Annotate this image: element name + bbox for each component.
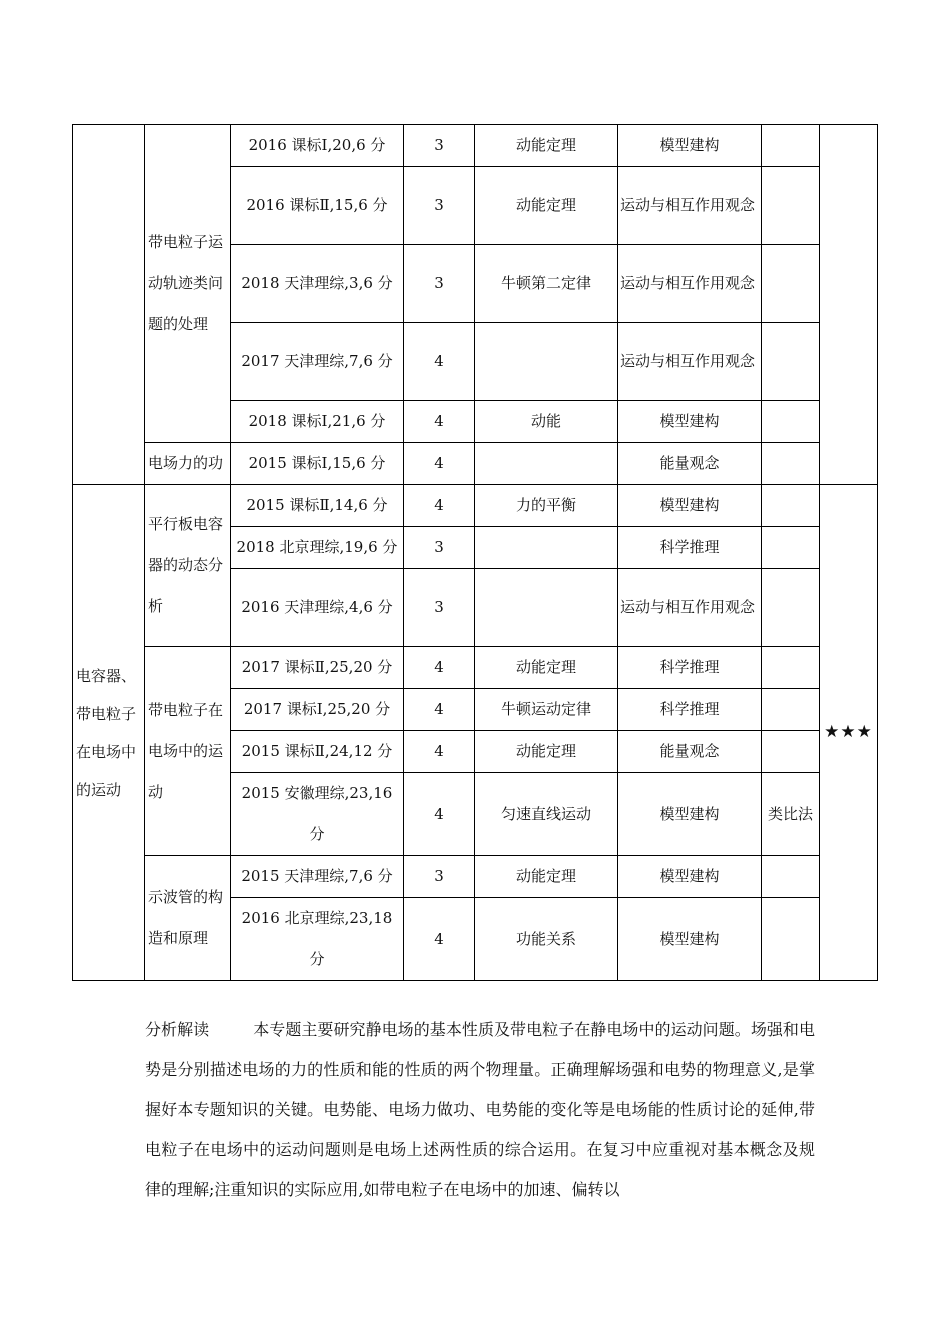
source-cell: 2015 天津理综,7,6 分 — [231, 856, 404, 898]
method-cell — [762, 569, 820, 647]
literacy-cell: 模型建构 — [618, 485, 762, 527]
literacy-cell: 模型建构 — [618, 401, 762, 443]
method-cell — [762, 167, 820, 245]
difficulty-cell: 3 — [404, 245, 475, 323]
literacy-cell: 运动与相互作用观念 — [618, 323, 762, 401]
source-cell: 2017 天津理综,7,6 分 — [231, 323, 404, 401]
difficulty-cell: 4 — [404, 731, 475, 773]
source-cell: 2016 课标Ⅱ,15,6 分 — [231, 167, 404, 245]
topic-cell: 示波管的构造和原理 — [145, 856, 231, 981]
knowledge-cell: 动能定理 — [475, 167, 618, 245]
method-cell: 类比法 — [762, 773, 820, 856]
method-cell — [762, 647, 820, 689]
literacy-cell: 模型建构 — [618, 898, 762, 981]
table-row — [73, 647, 878, 689]
table-row — [73, 856, 878, 898]
knowledge-cell: 匀速直线运动 — [475, 773, 618, 856]
source-cell: 2015 课标Ⅱ,14,6 分 — [231, 485, 404, 527]
source-cell: 2018 天津理综,3,6 分 — [231, 245, 404, 323]
literacy-cell: 科学推理 — [618, 527, 762, 569]
knowledge-cell: 动能定理 — [475, 647, 618, 689]
literacy-cell: 运动与相互作用观念 — [618, 245, 762, 323]
difficulty-cell: 3 — [404, 856, 475, 898]
knowledge-cell — [475, 527, 618, 569]
source-cell: 2016 课标Ⅰ,20,6 分 — [231, 125, 404, 167]
literacy-cell: 运动与相互作用观念 — [618, 167, 762, 245]
table-row — [73, 485, 878, 527]
knowledge-cell: 动能定理 — [475, 125, 618, 167]
knowledge-cell — [475, 443, 618, 485]
source-cell: 2017 课标Ⅱ,25,20 分 — [231, 647, 404, 689]
literacy-cell: 模型建构 — [618, 125, 762, 167]
literacy-cell: 科学推理 — [618, 689, 762, 731]
method-cell — [762, 856, 820, 898]
topic-cell: 电场力的功 — [145, 443, 231, 485]
difficulty-cell: 4 — [404, 401, 475, 443]
method-cell — [762, 731, 820, 773]
knowledge-cell: 功能关系 — [475, 898, 618, 981]
difficulty-cell: 3 — [404, 125, 475, 167]
method-cell — [762, 443, 820, 485]
stars-cell: ★★★ — [820, 485, 878, 981]
analysis-paragraph — [145, 1010, 815, 1210]
difficulty-cell: 4 — [404, 443, 475, 485]
source-cell: 2018 北京理综,19,6 分 — [231, 527, 404, 569]
difficulty-cell: 4 — [404, 773, 475, 856]
method-cell — [762, 898, 820, 981]
exam-analysis-table — [72, 124, 878, 981]
method-cell — [762, 245, 820, 323]
source-cell: 2018 课标Ⅰ,21,6 分 — [231, 401, 404, 443]
topic-cell: 平行板电容器的动态分析 — [145, 485, 231, 647]
stars-cell — [820, 125, 878, 485]
source-cell: 2017 课标Ⅰ,25,20 分 — [231, 689, 404, 731]
literacy-cell: 模型建构 — [618, 856, 762, 898]
topic-cell: 带电粒子运动轨迹类问题的处理 — [145, 125, 231, 443]
source-cell: 2016 天津理综,4,6 分 — [231, 569, 404, 647]
difficulty-cell: 3 — [404, 569, 475, 647]
difficulty-cell: 4 — [404, 485, 475, 527]
source-cell: 2015 课标Ⅰ,15,6 分 — [231, 443, 404, 485]
literacy-cell: 能量观念 — [618, 731, 762, 773]
difficulty-cell: 4 — [404, 647, 475, 689]
method-cell — [762, 527, 820, 569]
knowledge-cell — [475, 323, 618, 401]
method-cell — [762, 401, 820, 443]
source-cell: 2015 课标Ⅱ,24,12 分 — [231, 731, 404, 773]
table-row — [73, 443, 878, 485]
method-cell — [762, 323, 820, 401]
literacy-cell: 科学推理 — [618, 647, 762, 689]
literacy-cell: 模型建构 — [618, 773, 762, 856]
table-row — [73, 125, 878, 167]
difficulty-cell: 3 — [404, 167, 475, 245]
knowledge-cell: 动能 — [475, 401, 618, 443]
knowledge-cell: 力的平衡 — [475, 485, 618, 527]
analysis-label: 分析解读 — [145, 1020, 210, 1039]
knowledge-cell: 动能定理 — [475, 731, 618, 773]
source-cell: 2016 北京理综,23,18 分 — [231, 898, 404, 981]
group-name-cell: 电容器、带电粒子在电场中的运动 — [73, 485, 145, 981]
difficulty-cell: 4 — [404, 323, 475, 401]
literacy-cell: 能量观念 — [618, 443, 762, 485]
knowledge-cell: 动能定理 — [475, 856, 618, 898]
knowledge-cell: 牛顿第二定律 — [475, 245, 618, 323]
source-cell: 2015 安徽理综,23,16 分 — [231, 773, 404, 856]
difficulty-cell: 3 — [404, 527, 475, 569]
knowledge-cell — [475, 569, 618, 647]
method-cell — [762, 125, 820, 167]
group-name-cell — [73, 125, 145, 485]
literacy-cell: 运动与相互作用观念 — [618, 569, 762, 647]
difficulty-cell: 4 — [404, 689, 475, 731]
difficulty-cell: 4 — [404, 898, 475, 981]
topic-cell: 带电粒子在电场中的运动 — [145, 647, 231, 856]
method-cell — [762, 485, 820, 527]
method-cell — [762, 689, 820, 731]
knowledge-cell: 牛顿运动定律 — [475, 689, 618, 731]
analysis-text: 本专题主要研究静电场的基本性质及带电粒子在静电场中的运动问题。场强和电势是分别描述电场的力的性质和能的性质的两个物理量。正确理解场强和电势的物理意义,是掌握好本专题知识的关键。电势能、电场力做功、电势能的变化等是电场能的性质讨论的延伸,带电粒子在电场中的运动问题则是电场上述两性质的综合运用。在复习中应重视对基本概念及规律的理解;注重知识的实际应用,如带电粒子在电场中的加速、偏转以 — [145, 1020, 815, 1199]
